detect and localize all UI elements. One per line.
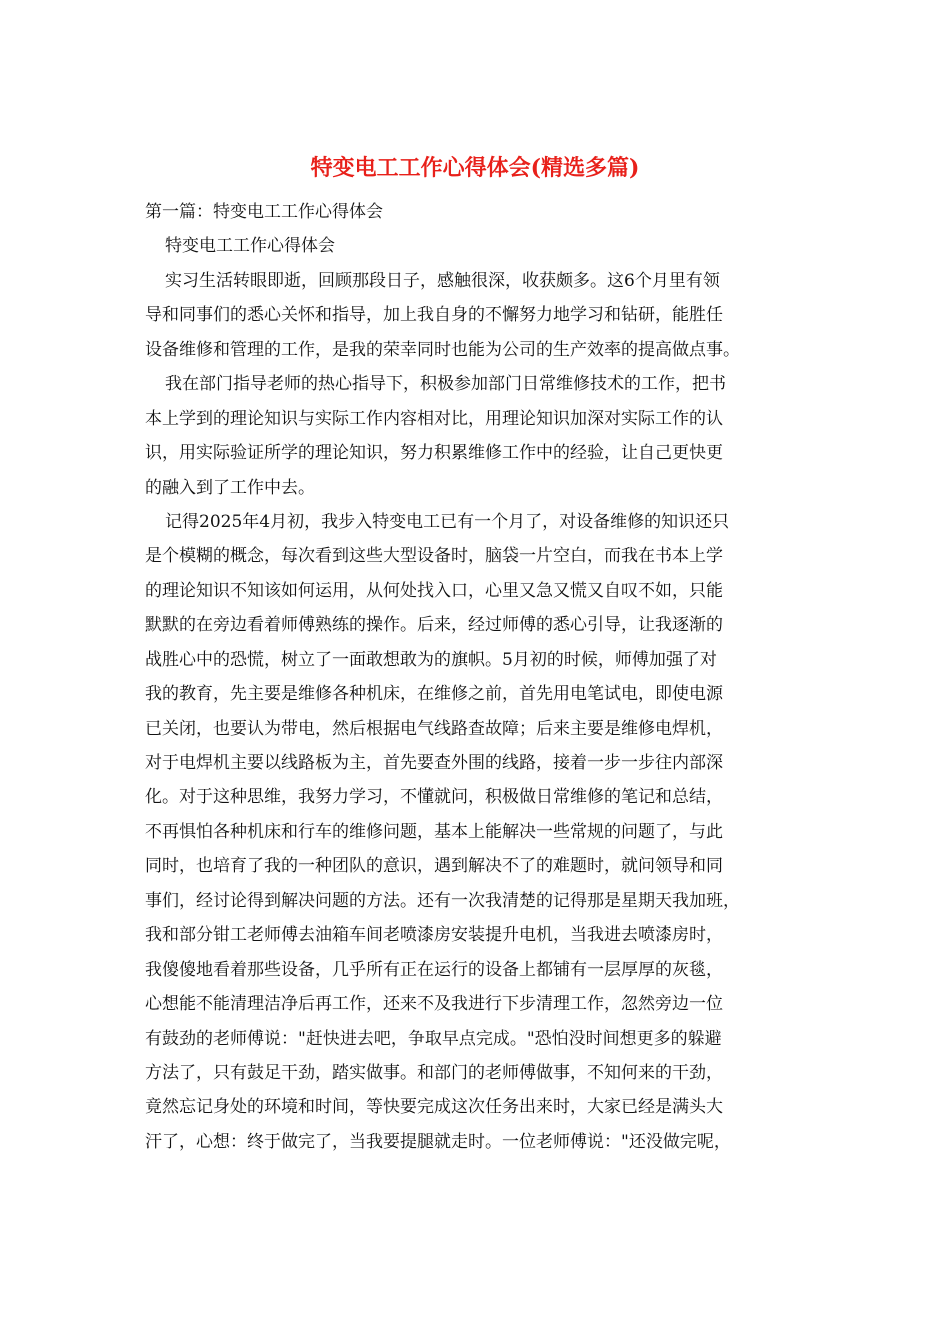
- section-subtitle: 特变电工工作心得体会: [165, 236, 335, 257]
- paragraph-line: 已关闭，也要认为带电，然后根据电气线路查故障；后来主要是维修电焊机，: [145, 718, 723, 739]
- paragraph-line: 默默的在旁边看着师傅熟练的操作。后来，经过师傅的悉心引导，让我逐渐的: [145, 615, 723, 636]
- paragraph-line: 是个模糊的概念，每次看到这些大型设备时，脑袋一片空白，而我在书本上学: [145, 546, 723, 567]
- document-body: [145, 195, 805, 1159]
- paragraph-line: 实习生活转眼即逝，回顾那段日子，感触很深，收获颇多。这6个月里有领: [165, 270, 720, 291]
- paragraph-line: 同时，也培育了我的一种团队的意识，遇到解决不了的难题时，就问领导和同: [145, 856, 723, 877]
- paragraph-line: 汗了，心想：终于做完了，当我要提腿就走时。一位老师傅说："还没做完呢，: [145, 1131, 731, 1152]
- paragraph-line: 我傻傻地看着那些设备，几乎所有正在运行的设备上都铺有一层厚厚的灰毯，: [145, 959, 723, 980]
- paragraph-line: 心想能不能清理洁净后再工作，还来不及我进行下步清理工作，忽然旁边一位: [145, 994, 723, 1015]
- paragraph-line: 的理论知识不知该如何运用，从何处找入口，心里又急又慌又自叹不如，只能: [145, 580, 723, 601]
- paragraph-line: 竟然忘记身处的环境和时间，等快要完成这次任务出来时，大家已经是满头大: [145, 1097, 723, 1118]
- paragraph-line: 对于电焊机主要以线路板为主，首先要查外围的线路，接着一步一步往内部深: [145, 753, 723, 773]
- paragraph-line: 本上学到的理论知识与实际工作内容相对比，用理论知识加深对实际工作的认: [145, 408, 723, 429]
- paragraph-line: 事们，经讨论得到解决问题的方法。还有一次我清楚的记得那是星期天我加班，: [145, 890, 740, 911]
- paragraph-line: 我和部分钳工老师傅去油箱车间老喷漆房安装提升电机，当我进去喷漆房时，: [145, 925, 723, 946]
- section-heading: 第一篇：特变电工工作心得体会: [145, 202, 383, 222]
- paragraph-line: 我的教育，先主要是维修各种机床，在维修之前，首先用电笔试电，即使电源: [145, 684, 723, 705]
- paragraph-line: 方法了，只有鼓足干劲，踏实做事。和部门的老师傅做事，不知何来的干劲，: [145, 1062, 723, 1083]
- paragraph-line: 化。对于这种思维，我努力学习，不懂就问，积极做日常维修的笔记和总结，: [145, 787, 723, 808]
- paragraph-line: 识，用实际验证所学的理论知识，努力积累维修工作中的经验，让自己更快更: [145, 443, 723, 464]
- paragraph-line: 有鼓劲的老师傅说："赶快进去吧，争取早点完成。"恐怕没时间想更多的躲避: [145, 1028, 722, 1049]
- paragraph-line: 导和同事们的悉心关怀和指导，加上我自身的不懈努力地学习和钻研，能胜任: [145, 305, 723, 326]
- paragraph-line: 设备维修和管理的工作，是我的荣幸同时也能为公司的生产效率的提高做点事。: [145, 339, 740, 360]
- paragraph-line: 战胜心中的恐慌，树立了一面敢想敢为的旗帜。5月初的时候，师傅加强了对: [145, 649, 717, 670]
- paragraph-line: 记得2025年4月初，我步入特变电工已有一个月了，对设备维修的知识还只: [165, 511, 730, 532]
- paragraph-line: 我在部门指导老师的热心指导下，积极参加部门日常维修技术的工作，把书: [165, 374, 726, 395]
- paragraph-line: 不再惧怕各种机床和行车的维修问题，基本上能解决一些常规的问题了，与此: [145, 821, 723, 842]
- document-title: 特变电工工作心得体会(精选多篇): [310, 155, 640, 181]
- paragraph-line: 的融入到了工作中去。: [145, 477, 315, 498]
